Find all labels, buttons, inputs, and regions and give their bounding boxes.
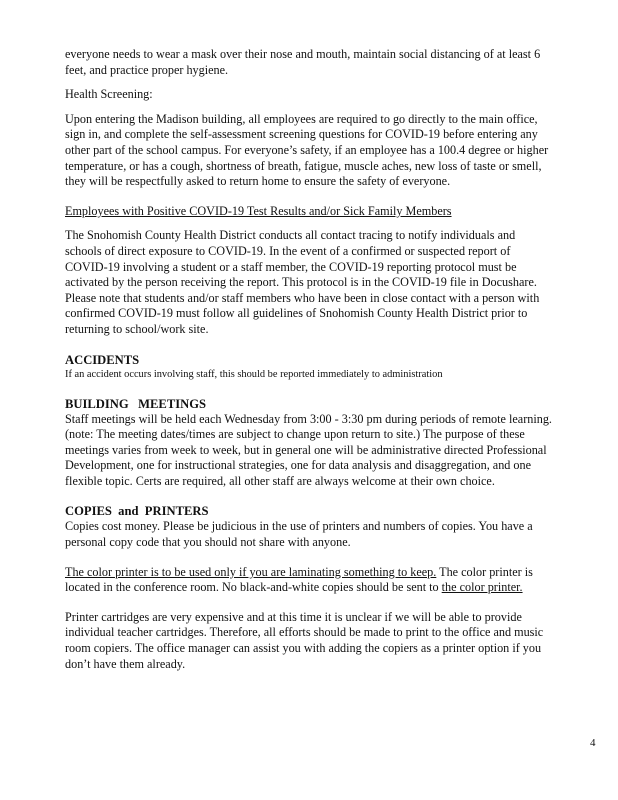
cartridges-paragraph: Printer cartridges are very expensive and at this time it is unclear if we will be able to provide individual teacher cartridges. Therefore, all efforts should be made to print to the office and music room copiers. The office manager can assist you with adding the copiers as a printer option if you don’t have them already. [65,609,544,671]
health-screening-heading: Health Screening: [65,87,153,102]
covid-positive-heading: Employees with Positive COVID-19 Test Results and/or Sick Family Members [65,203,452,218]
health-screening-paragraph: Upon entering the Madison building, all employees are required to go directly to the main office, sign in, and complete the self-assessment screening questions for COVID-19 before entering any other part of the school campus. For everyone’s safety, if an employee has a 100.4 degree or higher temperature, or has a cough, shortness of breath, fatigue, muscle aches, new loss of taste or smell, they will be respectfully asked to return home to ensure the safety of everyone. [65,111,549,189]
color-printer-rule: The color printer is to be used only if you are laminating something to keep. [65,564,437,579]
color-printer-paragraph [65,565,553,596]
accidents-heading: ACCIDENTS [65,352,140,367]
copies-printers-heading: COPIES and PRINTERS [65,504,209,519]
building-meetings-paragraph: Staff meetings will be held each Wednesday from 3:00 - 3:30 pm during periods of remote learning. (note: The meeting dates/times are subject to change upon return to site.) The purpose of these meetings varies from week to week, but in general one will be administrative directed Professional Development, one for instructional strategies, one for data analysis and disaggregation, and one flexible topic. Certs are required, all other staff are always welcome at their own choice. [65,411,552,488]
copies-paragraph: Copies cost money. Please be judicious in the use of printers and numbers of copies. You have a personal copy code that you should not share with anyone. [65,519,533,550]
accidents-paragraph: If an accident occurs involving staff, this should be reported immediately to administration [65,368,443,380]
building-meetings-heading: BUILDING MEETINGS [65,396,207,411]
color-printer-location: The color printer is located in the conference room. No black-and-white copies should be sent to [65,564,533,595]
document-page [65,47,553,672]
page-number: 4 [590,737,596,749]
color-printer-end: the color printer. [441,580,523,595]
covid-positive-paragraph: The Snohomish County Health District conducts all contact tracing to notify individuals and schools of direct exposure to COVID-19. In the event of a confirmed or suspected report of COVID-19 involving a student or a staff member, the COVID-19 reporting protocol must be activated by the person receiving the report. This protocol is in the COVID-19 file in Docushare. Please note that students and/or staff members who have been in close contact with a person with confirmed COVID-19 must follow all guidelines of Snohomish County Health District prior to returning to school/work site. [65,228,540,336]
intro-paragraph: everyone needs to wear a mask over their nose and mouth, maintain social distancing of at least 6 feet, and practice proper hygiene. [65,47,541,77]
